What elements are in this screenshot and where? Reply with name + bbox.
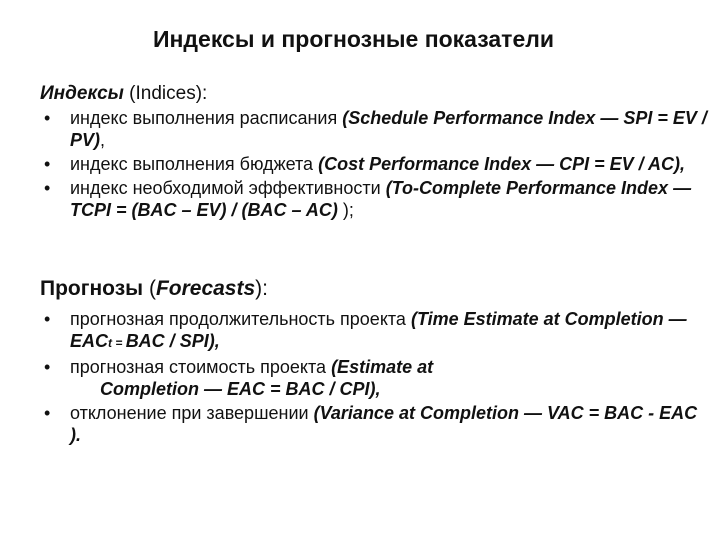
item-formula-a: (Time Estimate at Completion — EAC [70,309,687,351]
item-formula-a: (Estimate at [331,357,434,377]
item-tail: ); [337,200,354,220]
item-formula: (Cost Performance Index — CPI = EV / AC), [318,154,685,174]
forecasts-list [40,308,710,446]
forecasts-section [40,278,710,446]
indices-heading-en: (Indices): [129,83,208,104]
forecasts-heading-open: ( [143,277,156,300]
list-item-eac [40,356,710,400]
item-text: прогнозная продолжительность проекта [70,309,411,329]
item-text: индекс необходимой эффективности [70,178,386,198]
list-item-spi [40,107,710,151]
forecasts-heading-ru: Прогнозы [40,277,144,300]
forecasts-heading [40,278,710,300]
forecasts-heading-en: Forecasts [155,277,256,300]
slide-title: Индексы и прогнозные показатели [153,26,554,52]
item-formula-b: BAC / SPI), [125,331,220,351]
item-formula: (To-Complete Performance Index — TCPI = (BAC – EV) / (BAC – AC) [70,178,692,220]
forecasts-heading-close: ): [255,277,268,300]
indices-heading [40,83,710,105]
list-item-eact [40,308,710,354]
item-formula: (Schedule Performance Index — SPI = EV / PV) [70,108,707,150]
item-formula-b: Completion — EAC = BAC / CPI), [100,379,381,399]
item-text: индекс выполнения расписания [70,108,343,128]
item-text: прогнозная стоимость проекта [70,357,332,377]
list-item-vac [40,402,710,446]
item-tail: , [100,130,106,150]
list-item-cpi [40,153,710,175]
item-text: индекс выполнения бюджета [70,154,319,174]
item-text: отклонение при завершении [70,403,314,423]
indices-heading-ru: Индексы [40,83,124,104]
item-subscript: t = [108,336,126,350]
item-formula: (Variance at Completion — VAC = BAC - EAC ). [70,403,698,445]
list-item-tcpi [40,177,710,221]
indices-list [40,107,710,221]
indices-section [40,83,710,221]
